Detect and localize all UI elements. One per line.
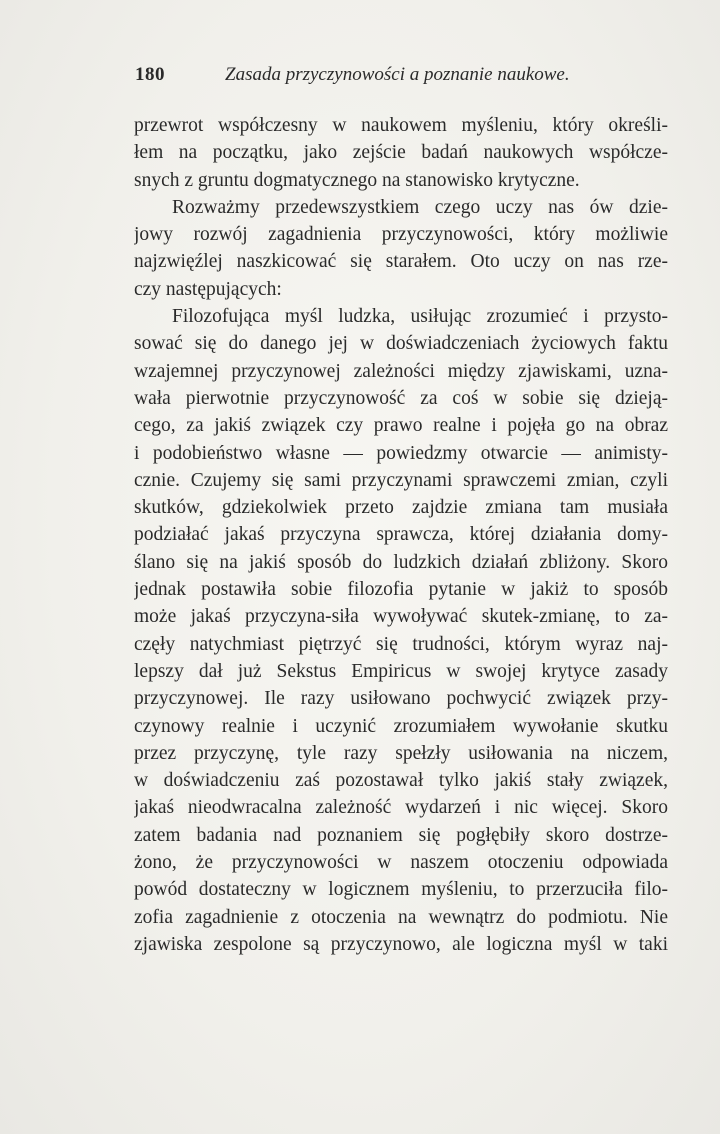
text-line: cego, za jakiś związek czy prawo realne i pojęła go na obraz (134, 415, 668, 437)
text-line: czynowy realnie i uczynić zrozumiałem wywołanie skutku (134, 715, 668, 737)
text-line: jakaś nieodwracalna zależność wydarzeń i nic więcej. Skoro (134, 797, 668, 819)
text-line: sować się do danego jej w doświadczeniach życiowych faktu (134, 333, 668, 355)
text-line: Filozofująca myśl ludzka, usiłując zrozumieć i przysto- (172, 306, 668, 328)
text-line: czy następujących: (134, 278, 282, 300)
body-text (134, 112, 668, 958)
text-line: zofia zagadnienie z otoczenia na wewnątrz do podmiotu. Nie (134, 906, 668, 928)
text-line: zjawiska zespolone są przyczynowo, ale logiczna myśl w taki (134, 933, 668, 955)
text-line: zatem badania nad poznaniem się pogłębiły skoro dostrze- (134, 824, 668, 846)
text-line: powód dostateczny w logicznem myśleniu, to przerzuciła filo- (134, 879, 668, 901)
text-line: jednak postawiła sobie filozofia pytanie w jakiż to sposób (134, 579, 668, 601)
text-line: jowy rozwój zagadnienia przyczynowości, który możliwie (134, 224, 668, 246)
text-line: skutków, gdziekolwiek przeto zajdzie zmiana tam musiała (134, 497, 668, 519)
text-line: ślano się na jakiś sposób do ludzkich działań zbliżony. Skoro (134, 551, 668, 573)
text-line: wała pierwotnie przyczynowość za coś w sobie się dzieją- (134, 387, 668, 409)
text-line: wzajemnej przyczynowej zależności między zjawiskami, uzna- (134, 360, 668, 382)
text-line: łem na początku, jako zejście badań naukowych współcze- (134, 142, 668, 164)
text-line: lepszy dał już Sekstus Empiricus w swojej krytyce zasady (134, 660, 668, 682)
text-line: cznie. Czujemy się sami przyczynami sprawczemi zmian, czyli (134, 469, 668, 491)
text-line: może jakaś przyczyna-siła wywoływać skutek-zmianę, to za- (134, 606, 668, 628)
text-line: najzwięźlej naszkicować się starałem. Oto uczy on nas rze- (134, 251, 668, 273)
text-line: przewrot współczesny w naukowem myśleniu, który określi- (134, 115, 668, 136)
text-line: podziałać jakaś przyczyna sprawcza, której działania domy- (134, 524, 668, 546)
running-head (135, 64, 675, 90)
text-line: i podobieństwo własne — powiedzmy otwarcie — animisty- (134, 442, 668, 464)
page-number: 180 (135, 64, 165, 85)
text-line: częły natychmiast piętrzyć się trudności, którym wyraz naj- (134, 633, 668, 655)
running-title: Zasada przyczynowości a poznanie naukowe. (225, 64, 570, 85)
text-line: żono, że przyczynowości w naszem otoczeniu odpowiada (134, 852, 668, 874)
text-line: w doświadczeniu zaś pozostawał tylko jakiś stały związek, (134, 770, 668, 792)
text-line: przez przyczynę, tyle razy spełzły usiłowania na niczem, (134, 742, 668, 764)
text-line: przyczynowej. Ile razy usiłowano pochwycić związek przy- (134, 688, 668, 710)
text-line: snych z gruntu dogmatycznego na stanowisko krytyczne. (134, 169, 580, 191)
text-line: Rozważmy przedewszystkiem czego uczy nas ów dzie- (172, 196, 668, 218)
